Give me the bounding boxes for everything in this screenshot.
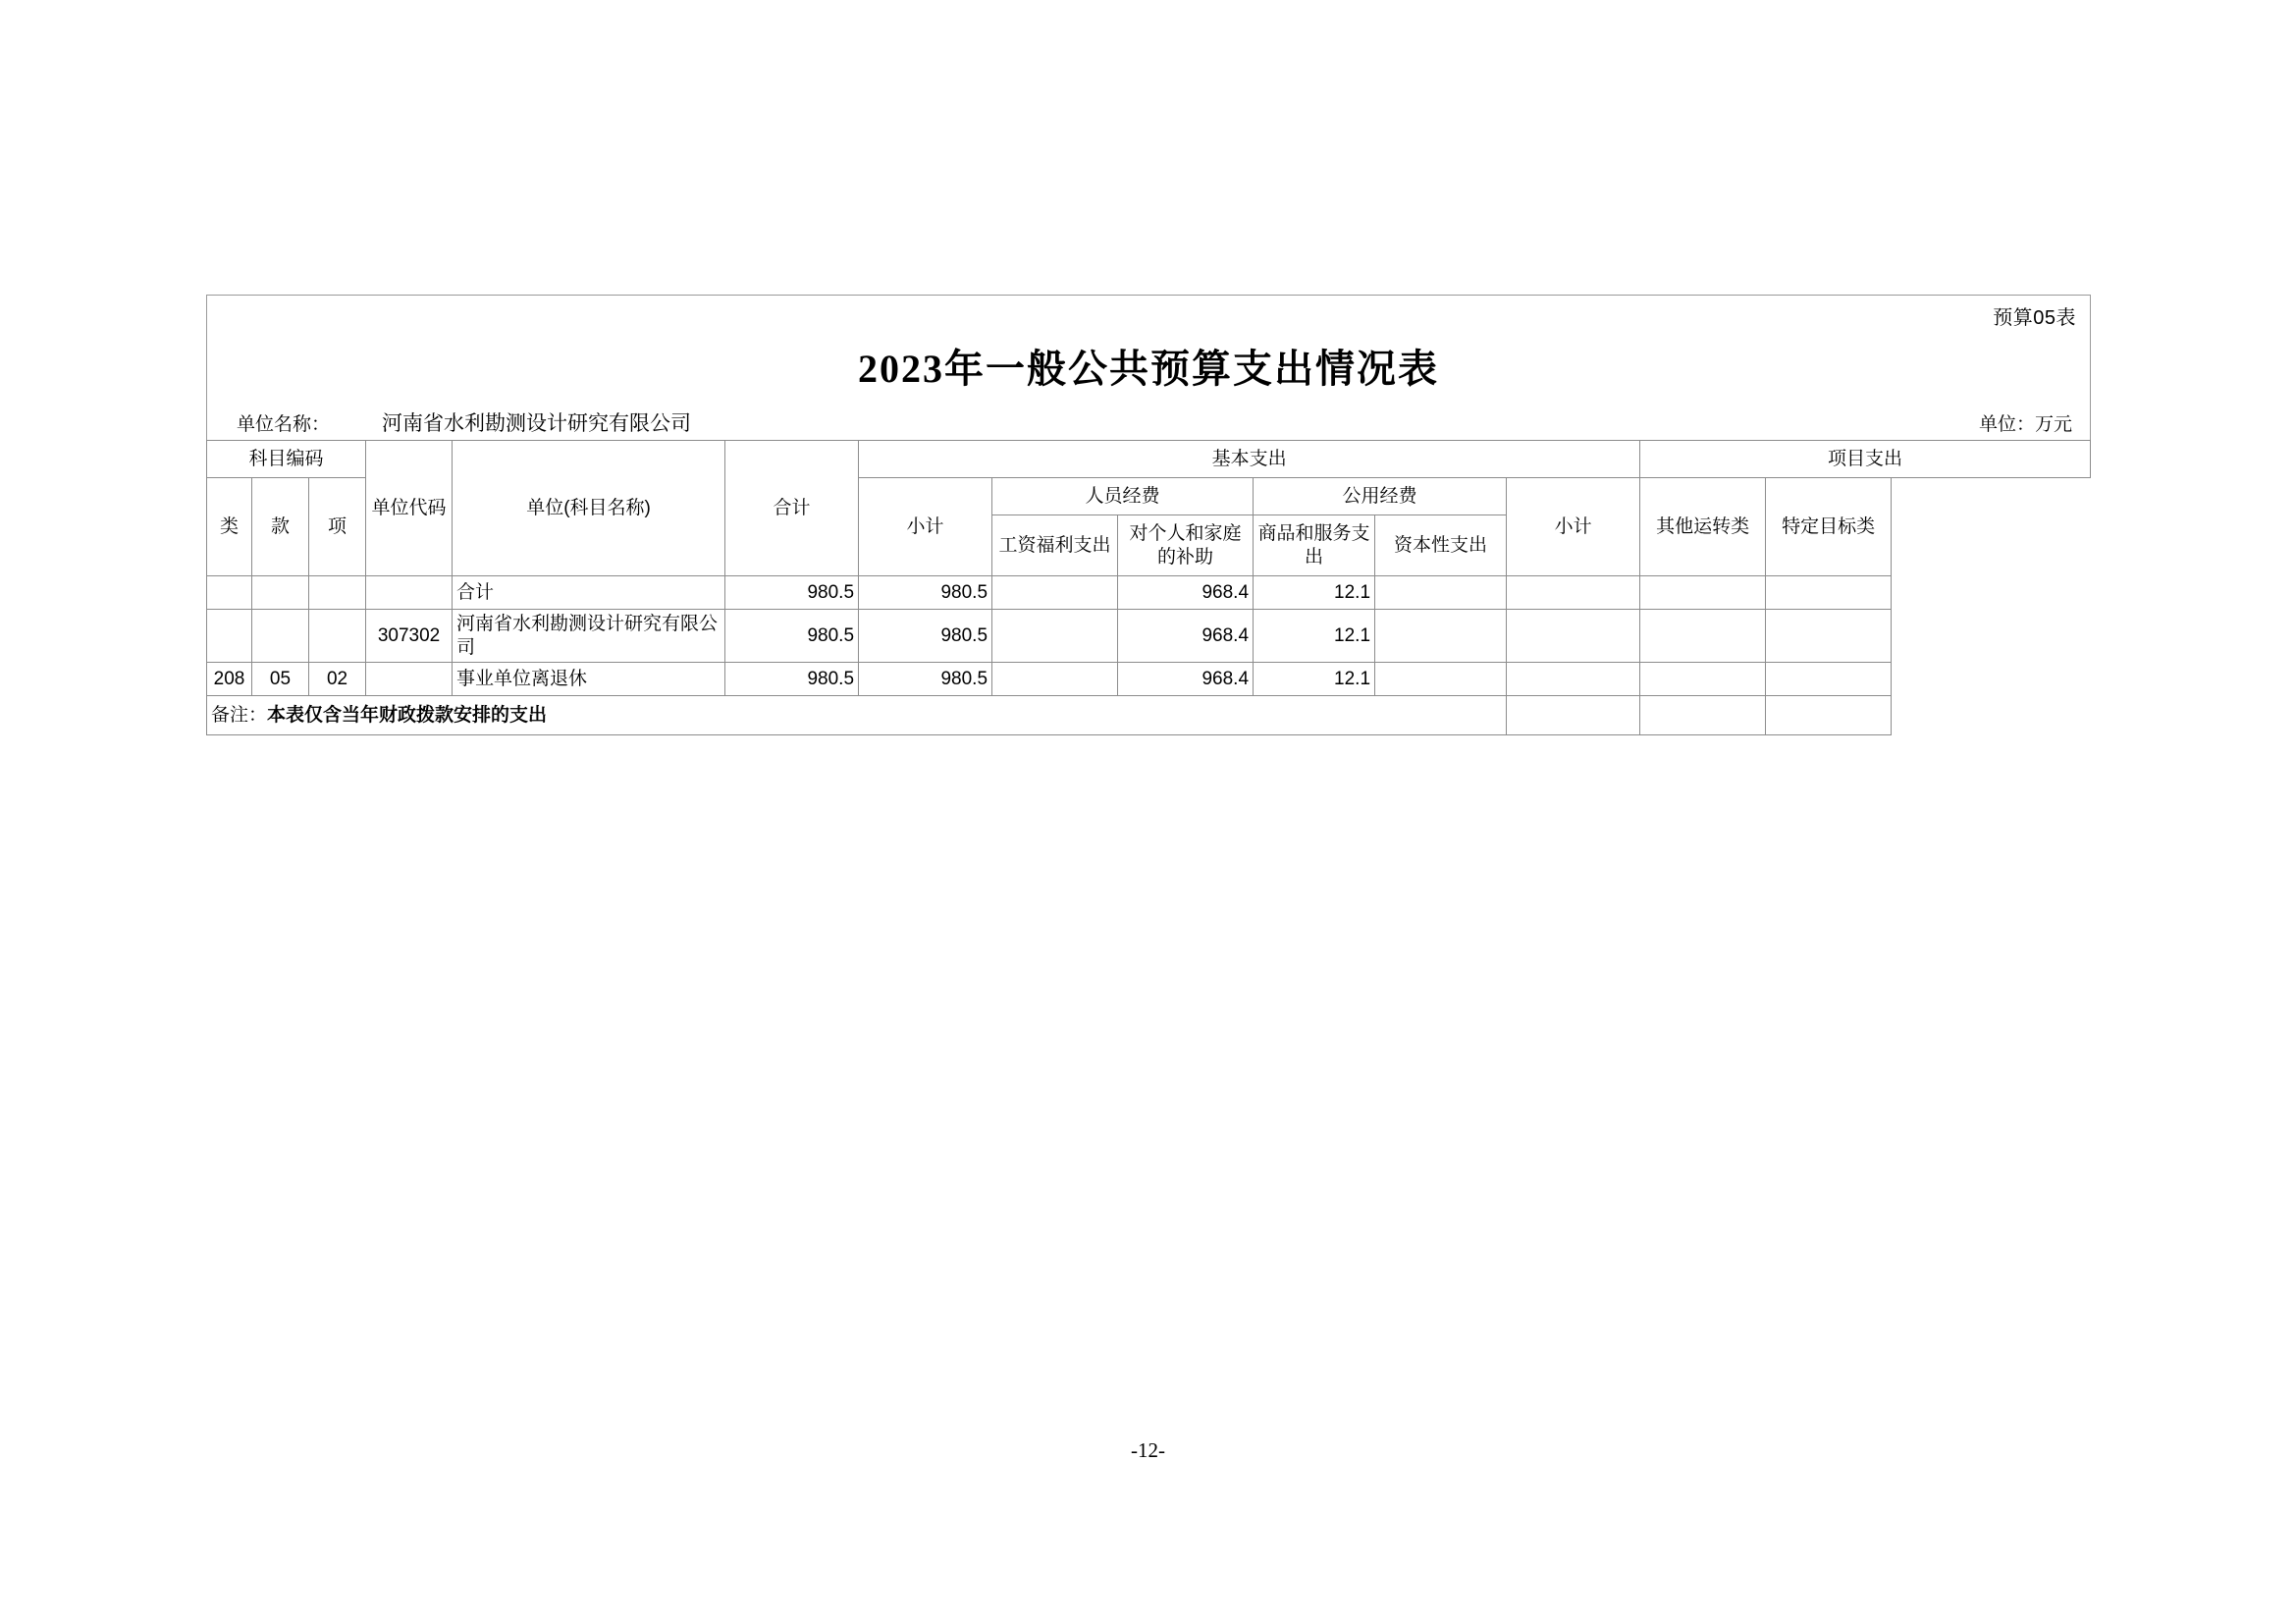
cell-specific-target (1766, 663, 1892, 696)
sheet-label-band (206, 295, 2091, 336)
cell-item: 02 (309, 663, 366, 696)
page-number: -12- (1131, 1438, 1165, 1462)
header-row-1 (207, 441, 2091, 478)
cell-basic-subtotal: 980.5 (859, 663, 992, 696)
cell-class (207, 610, 252, 663)
cell-capital-expenditure (1375, 576, 1507, 610)
header-other-operating: 其他运转类 (1640, 478, 1766, 576)
cell-project-subtotal (1507, 610, 1640, 663)
cell-other-operating (1640, 610, 1766, 663)
cell-unit-name: 河南省水利勘测设计研究有限公司 (453, 610, 725, 663)
cell-salary-welfare (992, 576, 1118, 610)
header-salary-welfare: 工资福利支出 (992, 515, 1118, 576)
header-subject-code: 科目编码 (207, 441, 366, 478)
cell-section (252, 610, 309, 663)
cell-unit-code (366, 663, 453, 696)
header-specific-target: 特定目标类 (1766, 478, 1892, 576)
cell-unit-name: 合计 (453, 576, 725, 610)
cell-project-subtotal (1507, 576, 1640, 610)
cell-unit-code: 307302 (366, 610, 453, 663)
footnote-text: 本表仅含当年财政拨款安排的支出 (267, 704, 548, 726)
header-item: 项 (309, 478, 366, 576)
cell-salary-welfare (992, 663, 1118, 696)
unit-name-label: 单位名称： (237, 414, 331, 435)
cell-unit-code (366, 576, 453, 610)
title-band (206, 336, 2091, 403)
page-title: 2023年一般公共预算支出情况表 (858, 347, 1439, 391)
cell-item (309, 610, 366, 663)
table-body (207, 576, 2091, 735)
footnote-row (207, 696, 2091, 735)
cell-section: 05 (252, 663, 309, 696)
footnote-cell (207, 696, 1507, 735)
cell-other-operating (1640, 576, 1766, 610)
table-row (207, 663, 2091, 696)
header-personnel-funds: 人员经费 (992, 478, 1254, 515)
cell-total: 980.5 (725, 610, 859, 663)
cell-specific-target (1766, 610, 1892, 663)
unit-info-band (206, 403, 2091, 440)
header-goods-services: 商品和服务支出 (1254, 515, 1375, 576)
header-basic-expenditure: 基本支出 (859, 441, 1640, 478)
header-subsidy-to-individuals: 对个人和家庭的补助 (1118, 515, 1254, 576)
table-head (207, 441, 2091, 576)
table-row (207, 576, 2091, 610)
table-row (207, 610, 2091, 663)
cell-other-operating (1640, 663, 1766, 696)
header-project-subtotal: 小计 (1507, 478, 1640, 576)
amount-unit-label: 单位：万元 (1978, 414, 2072, 435)
cell-class: 208 (207, 663, 252, 696)
cell-specific-target (1766, 576, 1892, 610)
header-public-funds: 公用经费 (1254, 478, 1507, 515)
header-project-expenditure: 项目支出 (1640, 441, 2091, 478)
cell-total: 980.5 (725, 576, 859, 610)
cell-goods-services: 12.1 (1254, 576, 1375, 610)
cell-basic-subtotal: 980.5 (859, 576, 992, 610)
footnote-blank-3 (1766, 696, 1892, 735)
budget-table (206, 440, 2091, 735)
header-total: 合计 (725, 441, 859, 576)
header-basic-subtotal: 小计 (859, 478, 992, 576)
header-section: 款 (252, 478, 309, 576)
cell-subsidy-to-individuals: 968.4 (1118, 663, 1254, 696)
cell-class (207, 576, 252, 610)
cell-total: 980.5 (725, 663, 859, 696)
sheet-label: 预算05表 (1993, 307, 2076, 329)
unit-name-value: 河南省水利勘测设计研究有限公司 (382, 412, 691, 435)
cell-unit-name: 事业单位离退休 (453, 663, 725, 696)
cell-goods-services: 12.1 (1254, 663, 1375, 696)
cell-item (309, 576, 366, 610)
header-class: 类 (207, 478, 252, 576)
footnote-blank-1 (1507, 696, 1640, 735)
cell-salary-welfare (992, 610, 1118, 663)
cell-goods-services: 12.1 (1254, 610, 1375, 663)
header-unit-name: 单位(科目名称) (453, 441, 725, 576)
cell-basic-subtotal: 980.5 (859, 610, 992, 663)
cell-capital-expenditure (1375, 610, 1507, 663)
footnote-label: 备注： (211, 704, 268, 726)
cell-capital-expenditure (1375, 663, 1507, 696)
footnote-blank-2 (1640, 696, 1766, 735)
header-unit-code: 单位代码 (366, 441, 453, 576)
cell-subsidy-to-individuals: 968.4 (1118, 610, 1254, 663)
cell-project-subtotal (1507, 663, 1640, 696)
cell-section (252, 576, 309, 610)
cell-subsidy-to-individuals: 968.4 (1118, 576, 1254, 610)
header-capital-expenditure: 资本性支出 (1375, 515, 1507, 576)
